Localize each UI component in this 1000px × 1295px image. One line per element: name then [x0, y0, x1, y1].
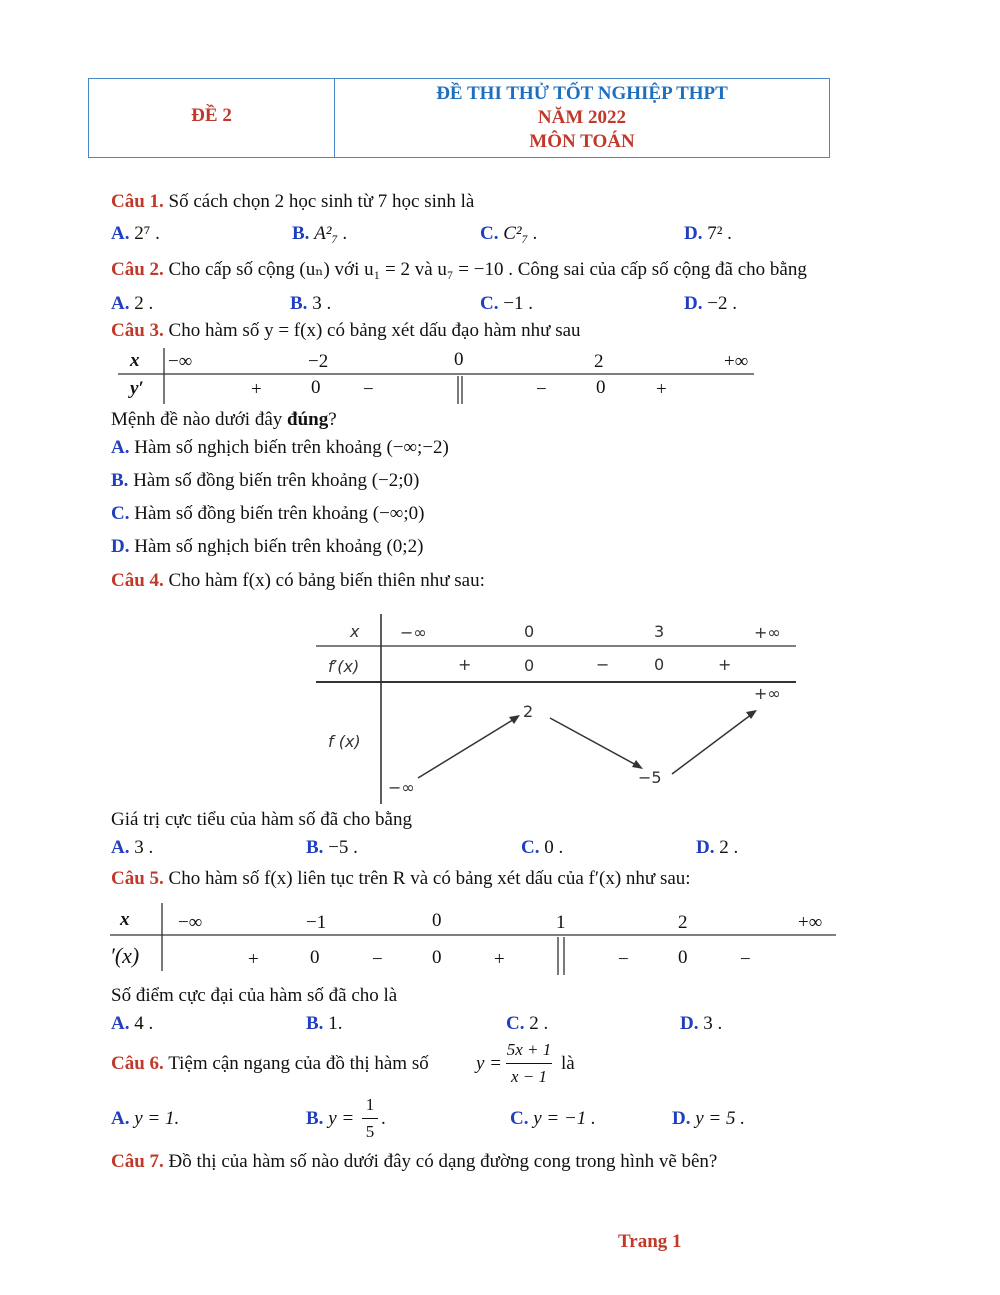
- q2-option-d[interactable]: D. −2 .: [684, 293, 737, 314]
- question-text: Số cách chọn 2 học sinh từ 7 học sinh là: [168, 191, 475, 212]
- exam-year: NĂM 2022: [537, 107, 627, 128]
- q2-option-a[interactable]: A. 2 .: [111, 293, 154, 314]
- x-value: 0: [454, 349, 464, 370]
- q5-option-d[interactable]: D. 3 .: [680, 1013, 723, 1034]
- question-label: Câu 1.: [111, 191, 164, 212]
- question-label: Câu 7.: [111, 1151, 164, 1172]
- q6-option-b-denominator: 5: [365, 1122, 375, 1141]
- x-value: 0: [432, 910, 442, 931]
- f-value: −5: [638, 768, 662, 787]
- row-label-derivative: f′(x): [328, 657, 360, 676]
- sign: −: [596, 655, 610, 674]
- question-text: Cho hàm số y = f(x) có bảng xét dấu đạo hàm như sau: [168, 320, 581, 341]
- x-value: −2: [308, 351, 329, 372]
- sign: +: [494, 949, 505, 970]
- q3-option-c[interactable]: C. Hàm số đồng biến trên khoảng (−∞;0): [111, 503, 425, 524]
- row-label-x: x: [350, 622, 360, 641]
- question-label: Câu 3.: [111, 320, 164, 341]
- q6-function-lhs: y =: [476, 1053, 503, 1074]
- question-4: [111, 570, 485, 592]
- q3-option-a[interactable]: A. Hàm số nghịch biến trên khoảng (−∞;−2): [111, 437, 449, 458]
- question-1: [111, 191, 474, 213]
- q6-text-after: là: [561, 1053, 575, 1074]
- row-label-x: x: [130, 350, 140, 371]
- q4-prompt: Giá trị cực tiểu của hàm số đã cho bằng: [111, 809, 412, 830]
- x-value: +∞: [798, 912, 823, 933]
- x-value: +∞: [754, 623, 781, 642]
- exam-title: ĐỀ THI THỬ TỐT NGHIỆP THPT: [436, 83, 728, 104]
- q3-sign-table: [118, 348, 758, 404]
- q4-option-b[interactable]: B. −5 .: [306, 837, 358, 858]
- q5-sign-table: [110, 903, 840, 975]
- exam-code: ĐỀ 2: [191, 105, 232, 126]
- sign: +: [656, 379, 667, 400]
- question-text: Cho hàm số f(x) liên tục trên R và có bảng xét dấu của f′(x) như sau:: [168, 868, 691, 889]
- question-2: [111, 258, 807, 281]
- row-label-x: x: [120, 909, 130, 930]
- sign: +: [248, 949, 259, 970]
- x-value: 3: [654, 622, 665, 641]
- sign: −: [372, 949, 383, 970]
- question-5: [111, 868, 691, 890]
- q6-option-d[interactable]: D. y = 5 .: [672, 1108, 745, 1129]
- x-value: −1: [306, 912, 327, 933]
- sign: 0: [596, 377, 606, 398]
- row-label-function: f (x): [328, 732, 361, 751]
- q1-option-c[interactable]: C. C²₇ .: [480, 223, 538, 244]
- row-label-derivative: y′: [130, 378, 144, 399]
- sign-table-lines: [110, 903, 840, 975]
- sign: +: [251, 379, 262, 400]
- q2-option-b[interactable]: B. 3 .: [290, 293, 332, 314]
- q1-option-b[interactable]: B. A²₇ .: [292, 223, 348, 244]
- q3-prompt: Mệnh đề nào dưới đây đúng?: [111, 409, 337, 430]
- sign: −: [363, 379, 374, 400]
- question-label: Câu 6.: [111, 1053, 164, 1074]
- sign: +: [458, 655, 472, 674]
- q3-option-d[interactable]: D. Hàm số nghịch biến trên khoảng (0;2): [111, 536, 424, 557]
- exam-header: [88, 78, 830, 158]
- q6-option-b-period: .: [381, 1108, 386, 1129]
- q5-option-b[interactable]: B. 1.: [306, 1013, 343, 1034]
- q6-option-b-fraction-bar: [362, 1118, 378, 1119]
- q5-option-a[interactable]: A. 4 .: [111, 1013, 154, 1034]
- sign: 0: [432, 947, 442, 968]
- q1-option-a[interactable]: A. 2⁷ .: [111, 223, 160, 244]
- sign: 0: [310, 947, 320, 968]
- x-value: −∞: [400, 623, 427, 642]
- sign: 0: [654, 655, 665, 674]
- sign: 0: [524, 656, 535, 675]
- x-value: 1: [556, 912, 566, 933]
- f-value: −∞: [388, 778, 415, 797]
- sign: 0: [678, 947, 688, 968]
- q6-fraction-bar: [506, 1063, 552, 1064]
- sign: −: [618, 949, 629, 970]
- question-text: Tiệm cận ngang của đồ thị hàm số: [168, 1053, 429, 1074]
- variation-table-lines: [316, 614, 800, 804]
- question-3: [111, 320, 581, 342]
- x-value: 2: [678, 912, 688, 933]
- q6-option-c[interactable]: C. y = −1 .: [510, 1108, 596, 1129]
- question-text: Cho hàm f(x) có bảng biến thiên như sau:: [168, 570, 485, 591]
- x-value: 2: [594, 351, 604, 372]
- q6-option-b[interactable]: B. y =: [306, 1108, 355, 1129]
- x-value: −∞: [168, 351, 193, 372]
- q6-option-b-numerator: 1: [365, 1095, 375, 1114]
- question-6: [111, 1053, 429, 1075]
- sign: 0: [311, 377, 321, 398]
- question-7: [111, 1151, 717, 1173]
- question-label: Câu 4.: [111, 570, 164, 591]
- sign: −: [536, 379, 547, 400]
- q4-variation-table: [316, 614, 800, 804]
- question-text: Đồ thị của hàm số nào dưới đây có dạng đường cong trong hình vẽ bên?: [168, 1151, 718, 1172]
- page-number: Trang 1: [618, 1231, 682, 1252]
- q5-prompt: Số điểm cực đại của hàm số đã cho là: [111, 985, 398, 1006]
- q2-option-c[interactable]: C. −1 .: [480, 293, 533, 314]
- sign: +: [718, 655, 732, 674]
- f-value: 2: [523, 702, 534, 721]
- x-value: +∞: [724, 351, 749, 372]
- q6-option-a[interactable]: A. y = 1.: [111, 1108, 180, 1129]
- question-label: Câu 5.: [111, 868, 164, 889]
- q6-fraction-numerator: 5x + 1: [506, 1040, 552, 1059]
- exam-subject: MÔN TOÁN: [529, 131, 635, 152]
- row-label-derivative: ′(x): [110, 943, 140, 968]
- q4-option-a[interactable]: A. 3 .: [111, 837, 154, 858]
- question-label: Câu 2.: [111, 259, 164, 280]
- x-value: −∞: [178, 912, 203, 933]
- q6-fraction-denominator: x − 1: [510, 1067, 548, 1086]
- x-value: 0: [524, 622, 535, 641]
- sign: −: [740, 949, 751, 970]
- q1-option-d[interactable]: D. 7² .: [684, 223, 732, 244]
- q4-option-c[interactable]: C. 0 .: [521, 837, 564, 858]
- q5-option-c[interactable]: C. 2 .: [506, 1013, 549, 1034]
- q4-option-d[interactable]: D. 2 .: [696, 837, 739, 858]
- f-value: +∞: [754, 684, 781, 703]
- q3-option-b[interactable]: B. Hàm số đồng biến trên khoảng (−2;0): [111, 470, 420, 491]
- question-text: Cho cấp số cộng (uₙ) với u₁ = 2 và u₇ = −10 . Công sai của cấp số cộng đã cho bằng: [168, 259, 807, 280]
